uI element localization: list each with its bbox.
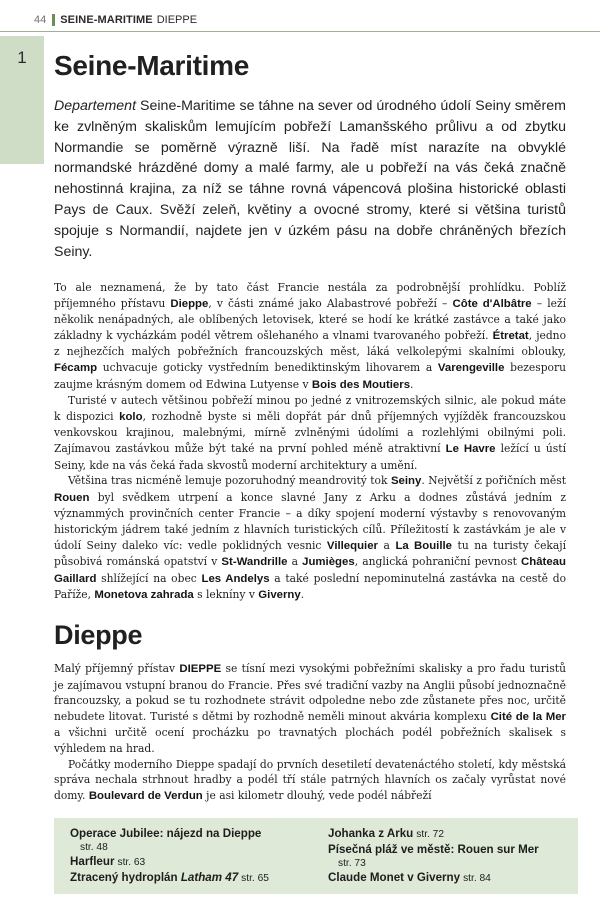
cross-reference-title: Operace Jubilee: nájezd na Dieppe (70, 827, 262, 840)
body-paragraph (54, 280, 566, 393)
cross-reference-entry[interactable] (328, 870, 539, 886)
place-name: Jumièges (302, 556, 355, 569)
text-run: Malý příjemný přístav (54, 662, 180, 675)
running-head-section: SEINE-MARITIME (60, 14, 153, 26)
place-name: Villequier (326, 539, 378, 552)
body-paragraph (54, 473, 566, 604)
cross-reference-title: Claude Monet v Giverny (328, 871, 461, 884)
place-name: kolo (119, 410, 143, 423)
place-name: Les Andelys (201, 572, 270, 585)
running-head-subsection: DIEPPE (156, 14, 198, 26)
cross-reference-page: str. 48 (80, 842, 108, 853)
cross-reference-page: str. 65 (241, 873, 269, 884)
cross-reference-page: str. 84 (463, 873, 491, 884)
text-run: je asi kilometr dlouhý, vede podél nábřeží (202, 788, 432, 802)
feature-box-left-column (70, 826, 269, 886)
text-run: shlížející na obec (96, 571, 202, 585)
place-name: Monetova zahrada (94, 589, 194, 602)
emphasis: Departement (54, 98, 137, 114)
place-name: Dieppe (170, 297, 209, 310)
cross-reference-title: Harfleur (70, 855, 115, 868)
text-run: s lekníny v (193, 588, 259, 602)
text-run: a všichni určitě ocení procházku po travnatých plochách podél pobřežních skalisek s výhledem na hrad. (54, 726, 566, 755)
text-run: . Největší z pořičních měst (421, 474, 566, 488)
text-run: Počátky moderního Dieppe spadají do prvních desetiletí devatenáctého století, kdy městská správa nechala strhnout hradby a podél tří stále patrných hlavních os začaly vyrůstat nové domy. (54, 757, 566, 802)
text-run: bezesporu zaujme krásným domem od Edwina Lutyense v (54, 360, 566, 391)
place-name: Seiny (390, 475, 422, 488)
cross-reference-entry[interactable] (70, 870, 269, 886)
body-text-dieppe (54, 661, 566, 804)
text-run: Většina tras nicméně lemuje pozoruhodný meandrovitý tok (68, 474, 391, 488)
text-run: byl svědkem utrpení a konce slavné Jany z Arku a dodnes zůstává jedním z význammých provinčních center Francie – a díky spojení moderní výstavby s renovovaným historickým jádrem také jedním z hlavních turistických cílů. Příležitostí k zastávkám je ale v údolí Seiny daleko víc: vedle poklidných vesnic (54, 490, 566, 552)
cross-reference-title: Latham 47 (180, 871, 239, 884)
cross-reference-page: str. 63 (117, 857, 146, 868)
text-run: ležící u ústí Seiny, kde na vás čeká řada skvostů moderní architektury a umění. (54, 441, 566, 472)
text-run: uchvacuje goticky vystředním benediktinským lihovarem a (97, 360, 438, 374)
header-rule (0, 31, 600, 32)
body-paragraph (54, 757, 566, 805)
text-run: a (287, 555, 303, 569)
text-run: , anglická pohraniční pevnost (354, 555, 522, 569)
text-run: , rozhodně byste si měli dopřát pár dnů příjemných vyjížděk francouzskou venkovskou krajinou, malebnými, mírně zvlněnými údolími a rozlehlými obilnými poli. Zajímavou zastávkou může být také na první pohled méně atraktivní (54, 409, 566, 455)
text-run: . (410, 377, 414, 391)
place-name: Côte d'Albâtre (452, 297, 532, 310)
place-name: La Bouille (395, 539, 453, 552)
body-paragraph (54, 661, 566, 757)
cross-reference-title: Písečná pláž ve městě: Rouen sur Mer (328, 843, 539, 856)
chapter-number: 1 (17, 48, 27, 67)
section-title-dieppe: Dieppe (54, 620, 143, 650)
place-name: Étretat (492, 329, 529, 342)
place-name: Château Gaillard (54, 556, 566, 585)
page-number: 44 (34, 14, 47, 26)
cross-reference-title: Johanka z Arku (328, 827, 414, 840)
place-name: St-Wandrille (221, 556, 288, 569)
cross-reference-page: str. 73 (338, 858, 366, 869)
place-name: Cité de la Mer (490, 710, 566, 723)
feature-box (54, 818, 578, 894)
text-run: To ale neznamená, že by tato část Francie nestála za podrobnější prohlídku. Poblíž příjemného přístavu (54, 281, 566, 310)
place-name: Fécamp (54, 361, 98, 374)
cross-reference-entry[interactable] (70, 826, 269, 854)
cross-reference-entry[interactable] (70, 854, 269, 870)
text-run: a (378, 538, 396, 552)
place-name: Boulevard de Verdun (88, 789, 203, 802)
chapter-tab (0, 36, 44, 164)
text-run: se tísní mezi vysokými pobřežními skalisky a pro řadu turistů je zajímavou vstupní branou do Francie. Přes své tradiční vazby na Anglii působí jednoznačně francouzsky, a pokud se tu rozhodnete strávit odpoledne nebo zde zůstanete přes noc, určitě nebudete litovat. Turisté s dětmi by rozhodně neměli minout akvária komplexu (54, 662, 566, 723)
cross-reference-entry[interactable] (328, 842, 539, 870)
text-run: , jedno z nejhezčích malých pobřežních francouzských měst, láká velkolepými skalními oblouky, (54, 328, 566, 359)
body-paragraph (54, 393, 566, 473)
place-name: DIEPPE (179, 663, 222, 675)
header-accent-bar (52, 14, 55, 26)
text-run: . (300, 588, 305, 602)
text-run: , v části známé jako Alabastrové pobřeží – (208, 296, 453, 310)
intro-paragraph (54, 96, 566, 262)
place-name: Rouen (54, 491, 90, 504)
cross-reference-title: Ztracený hydroplán (70, 871, 181, 884)
feature-box-right-column (328, 826, 539, 886)
cross-reference-page: str. 72 (416, 829, 445, 840)
text-run: Turisté v autech většinou pobřeží minou po jedné z vnitrozemských silnic, ale pokud máte k dispozici (54, 394, 566, 423)
place-name: Giverny (258, 589, 301, 602)
section-title-seine-maritime: Seine-Maritime (54, 50, 249, 81)
running-head (34, 12, 197, 28)
cross-reference-entry[interactable] (328, 826, 539, 842)
place-name: Bois des Moutiers (311, 378, 411, 391)
place-name: Varengeville (437, 361, 505, 374)
text-run: – leží několik nenápadných, ale oblíbených letovisek, které se hodí ke krátké zastávce a také jako základny k vycházkám podél větrem ošlehaného a vlnami tvarovaného pobřeží. (54, 296, 567, 342)
text-run: Seine-Maritime se táhne na sever od úrodného údolí Seiny směrem ke zvlněným skaliskům lemujícím pobřeží Lamanšského průlivu a od zbytku Normandie se poměrně výrazně liší. Na řadě míst narazíte na obvyklé normandské hrázděné domy a malé farmy, ale u pobřeží na vás čeká značně nehostinná krajina, za níž se táhne rovná vápencová plošina historické oblasti Pays de Caux. Svěží zeleň, květiny a ovocné stromy, které si většina turistů spojuje s Normandií, najdete jen v úzkém pásu na dobře chráněných březích Seiny. (54, 98, 566, 260)
body-text-seine-maritime (54, 280, 566, 604)
text-run: a také poslední nepominutelná zastávka na cestě do Paříže, (54, 571, 567, 602)
text-run: tu na turisty čekají působivá románská opatství v (54, 538, 566, 569)
place-name: Le Havre (445, 442, 496, 455)
